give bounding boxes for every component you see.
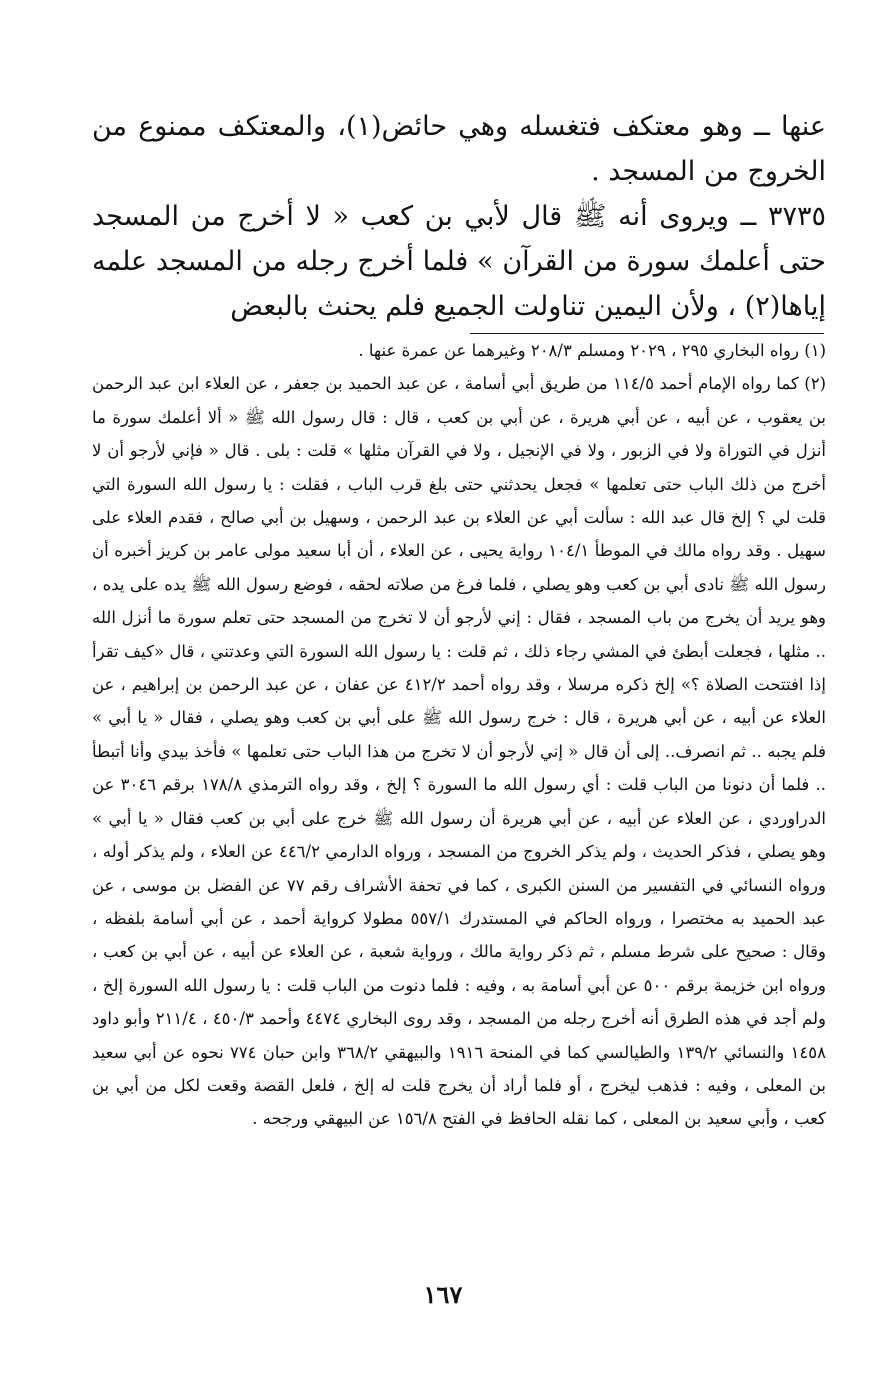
main-paragraph-3735 <box>92 194 826 329</box>
page-number: ١٦٧ <box>423 1280 463 1309</box>
paragraph-body: ــ ويروى أنه ﷺ قال لأبي بن كعب « لا أخرج من المسجد حتى أعلمك سورة من القرآن » فلما أخرج رجله من المسجد علمه إياها(٢) ، ولأن اليمين تناولت الجميع فلم يحنث بالبعض <box>92 201 826 322</box>
footnote-1: (١) رواه البخاري ٢٩٥ ، ٢٠٢٩ ومسلم ٢٠٨/٣ وغيرهما عن عمرة عنها . <box>358 341 826 360</box>
main-paragraph-continuation: عنها ــ وهو معتكف فتغسله وهي حائض(١)، والمعتكف ممنوع من الخروج من المسجد . <box>92 111 826 187</box>
footnotes <box>92 334 826 1136</box>
footnote-2: (٢) كما رواه الإمام أحمد ١١٤/٥ من طريق أبي أسامة ، عن عبد الحميد بن جعفر ، عن العلاء ابن عبد الرحمن بن يعقوب ، عن أبيه ، عن أبي هريرة ، عن أبي بن كعب ، قال : قال رسول الله ﷺ « ألا أعلمك سورة ما أنزل في التوراة ولا في الزبور ، ولا في الإنجيل ، ولا في القرآن مثلها » قلت : بلى . قال « فإني لأرجو أن لا أخرج من ذلك الباب حتى تعلمها » فجعل يحدثني حتى بلغ قرب الباب ، فقلت : يا رسول الله السورة التي قلت لي ؟ إلخ قال عبد الله : سألت أبي عن العلاء بن عبد الرحمن ، وسهيل بن أبي صالح ، فقدم العلاء على سهيل . وقد رواه مالك في الموطأ ١٠٤/١ رواية يحيى ، عن العلاء ، أن أبا سعيد مولى عامر بن كريز أخبره أن رسول الله ﷺ نادى أبي بن كعب وهو يصلي ، فلما فرغ من صلاته لحقه ، فوضع رسول الله ﷺ يده على يده ، وهو يريد أن يخرج من باب المسجد ، فقال : إني لأرجو أن لا تخرج من المسجد حتى تعلم سورة ما أنزل الله .. مثلها ، فجعلت أبطئ في المشي رجاء ذلك ، ثم قلت : يا رسول الله السورة التي وعدتني ، قال «كيف تقرأ إذا افتتحت الصلاة ؟» إلخ ذكره مرسلا ، وقد رواه أحمد ٤١٢/٢ عن عفان ، عن عبد الرحمن بن إبراهيم ، عن العلاء عن أبيه ، عن أبي هريرة ، قال : خرج رسول الله ﷺ على أبي بن كعب وهو يصلي ، فقال « يا أبي » فلم يجبه .. ثم انصرف.. إلى أن قال « إني لأرجو أن لا تخرج من هذا الباب حتى تعلمها » فأخذ بيدي وأنا أتبطأ .. فلما أن دنونا من الباب قلت : أي رسول الله ما السورة ؟ إلخ ، وقد رواه الترمذي ١٧٨/٨ برقم ٣٠٤٦ عن الدراوردي ، عن العلاء عن أبيه ، عن أبي هريرة أن رسول الله ﷺ خرج على أبي بن كعب فقال « يا أبي » وهو يصلي ، فذكر الحديث ، ولم يذكر الخروج من المسجد ، ورواه الدارمي ٤٤٦/٢ عن العلاء ، ولم يذكر أوله ، ورواه النسائي في التفسير من السنن الكبرى ، كما في تحفة الأشراف رقم ٧٧ عن الفضل بن موسى ، عن عبد الحميد به مختصرا ، ورواه الحاكم في المستدرك ٥٥٧/١ مطولا كرواية أحمد ، عن أبي أسامة بلفظه ، وقال : صحيح على شرط مسلم ، ثم ذكر رواية مالك ، ورواية شعبة ، عن العلاء عن أبيه ، عن أبي بن كعب ، ورواه ابن خزيمة برقم ٥٠٠ عن أبي أسامة به ، وفيه : فلما دنوت من الباب قلت : يا رسول الله السورة إلخ ، ولم أجد في هذه الطرق أنه أخرج رجله من المسجد ، وقد روى البخاري ٤٤٧٤ وأحمد ٤٥٠/٣ ، ٢١١/٤ وأبو داود ١٤٥٨ والنسائي ١٣٩/٢ والطيالسي كما في المنحة ١٩١٦ والبيهقي ٣٦٨/٢ وابن حبان ٧٧٤ نحوه عن أبي سعيد بن المعلى ، وفيه : فذهب ليخرج ، أو فلما أراد أن يخرج قلت له إلخ ، فلعل القصة وقعت لكل من أبي بن كعب ، وأبي سعيد بن المعلى ، كما نقله الحافظ في الفتح ١٥٦/٨ عن البيهقي ورجحه . <box>92 374 827 1129</box>
main-text <box>92 104 826 329</box>
paragraph-number: ٣٧٣٥ <box>767 201 826 232</box>
